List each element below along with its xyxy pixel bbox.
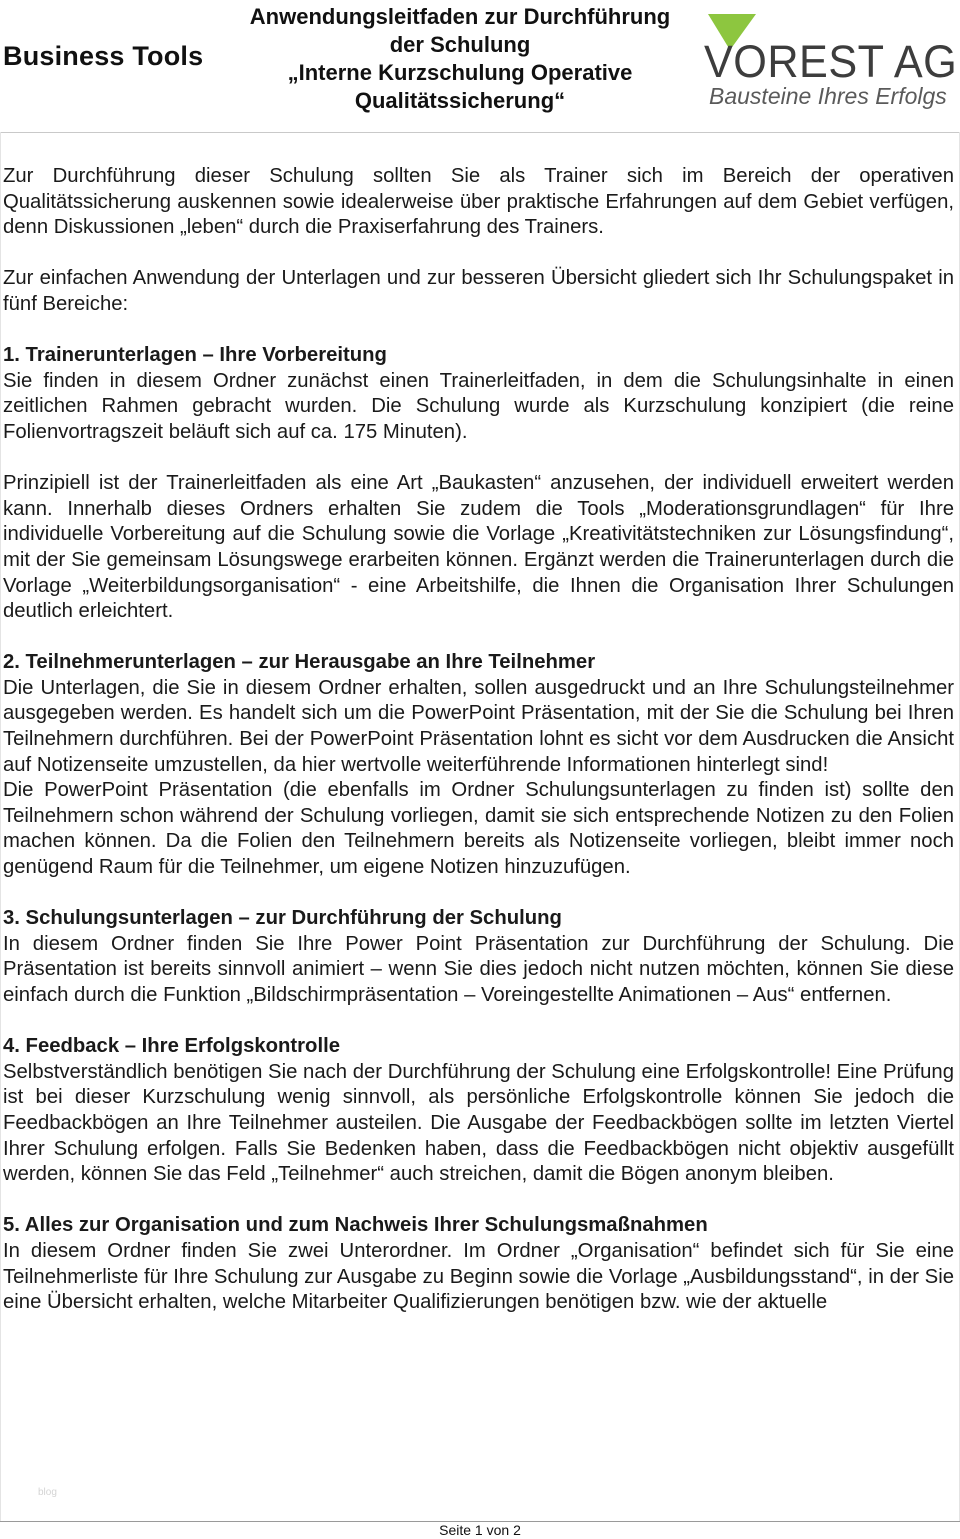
section-heading: 1. Trainerunterlagen – Ihre Vorbereitung [3,344,387,367]
section-heading: 3. Schulungsunterlagen – zur Durchführung der Schulung [3,907,562,930]
section-paragraph: Die PowerPoint Präsentation (die ebenfalls im Ordner Schulungsunterlagen zu finden ist) sollte den Teilnehmern schon während der Schulung vorliegen, damit sie sich entsprechende Notizen zu den Folien machen können. Da die Folien den Teilnehmern bereits als Notizenseite vorliegen, bleibt immer noch genügend Raum für die Teilnehmer, um eigene Notizen hinzuzufügen. [3,779,954,879]
logo-name: VOREST AG [704,36,958,87]
intro-paragraph: Zur einfachen Anwendung der Unterlagen und zur besseren Übersicht gliedert sich Ihr Schulungspaket in fünf Bereiche: [3,267,954,315]
logo-tagline: Bausteine Ihres Erfolgs [709,83,947,109]
section-paragraph: In diesem Ordner finden Sie Ihre Power Point Präsentation zur Durchführung der Schulung. Die Präsentation ist bereits sinnvoll animiert – wenn Sie dies jedoch nicht nutzen möchten, können Sie diese einfach durch die Funktion „Bildschirmpräsentation – Voreingestellte Animationen – Aus“ entfernen. [3,932,954,1006]
page-header [0,0,960,133]
section-paragraph: In diesem Ordner finden Sie zwei Unterordner. Im Ordner „Organisation“ befindet sich für Sie eine Teilnehmerliste für Ihre Schulung zur Ausgabe zu Beginn sowie die Vorlage „Ausbildungsstand“, in der Sie eine Übersicht erhalten, welche Mitarbeiter Qualifizierungen benötigen bzw. wie der aktuelle [3,1239,954,1314]
document-title-line: „Interne Kurzschulung Operative [287,60,633,85]
company-logo [700,6,958,112]
section-paragraph: Die Unterlagen, die Sie in diesem Ordner erhalten, sollen ausgedruckt und an Ihre Schulungsteilnehmer ausgegeben werden. Es handelt sich um die PowerPoint Präsentation, mit der Sie die Schulung bei Ihren Teilnehmern durchführen. Bei der PowerPoint Präsentation lohnt es sicht vor dem Ausdrucken die Ansicht auf Notizenseite umzustellen, da hier wertvolle weiterführende Informationen hinterlegt sind! [3,676,954,776]
watermark: blog [38,1487,57,1498]
page-number: Seite 1 von 2 [439,1522,521,1538]
document-title-line: Qualitätssicherung“ [354,88,566,113]
section-heading: 2. Teilnehmerunterlagen – zur Herausgabe an Ihre Teilnehmer [3,651,596,674]
document-title-line: Anwendungsleitfaden zur Durchführung [249,4,671,29]
document-body [3,164,954,1341]
section-paragraph: Prinzipiell ist der Trainerleitfaden als eine Art „Baukasten“ anzusehen, der individuell erweitert werden kann. Innerhalb dieses Ordners erhalten Sie zudem die Tools „Moderationsgrundlagen“ für Ihre individuelle Vorbereitung auf die Schulung sowie die Vorlage „Kreativitätstechniken zur Lösungsfindung“, mit der Sie gemeinsam Lösungswege erarbeiten können. Ergänzt werden die Trainerunterlagen durch die Vorlage „Weiterbildungsorganisation“ - eine Arbeitshilfe, die Ihnen die Organisation Ihrer Schulungen deutlich erleichtert. [3,472,954,623]
section-heading: 5. Alles zur Organisation und zum Nachweis Ihrer Schulungsmaßnahmen [3,1214,708,1237]
section-paragraph: Selbstverständlich benötigen Sie nach der Durchführung der Schulung eine Erfolgskontrolle! Eine Prüfung ist bei dieser Kurzschulung wenig sinnvoll, als persönliche Erfolgskontrolle können Sie jedoch die Feedbackbögen an Ihre Teilnehmer austeilen. Die Ausgabe der Feedbackbögen sollte im letzten Viertel Ihrer Schulung erfolgen. Falls Sie Bedenken haben, dass die Feedbackbögen nicht objektiv ausgefüllt werden, können Sie das Feld „Teilnehmer“ auch streichen, damit die Bögen anonym bleiben. [3,1060,954,1186]
section-paragraph: Sie finden in diesem Ordner zunächst einen Trainerleitfaden, in dem die Schulungsinhalte in einen zeitlichen Rahmen gebracht wurden. Die Schulung wurde als Kurzschulung konzipiert (die reine Folienvortragszeit beläuft sich auf ca. 175 Minuten). [3,369,954,443]
left-border [0,132,1,1521]
section-heading: 4. Feedback – Ihre Erfolgskontrolle [3,1035,340,1058]
document-title-line: der Schulung [389,32,531,57]
intro-paragraph: Zur Durchführung dieser Schulung sollten Sie als Trainer sich im Bereich der operativen Qualitätssicherung auskennen sowie idealerweise über praktische Erfahrungen auf dem Gebiet verfügen, denn Diskussionen „leben“ durch die Praxiserfahrung des Trainers. [3,165,954,239]
document-title [222,3,698,115]
brand-title: Business Tools [3,41,204,71]
